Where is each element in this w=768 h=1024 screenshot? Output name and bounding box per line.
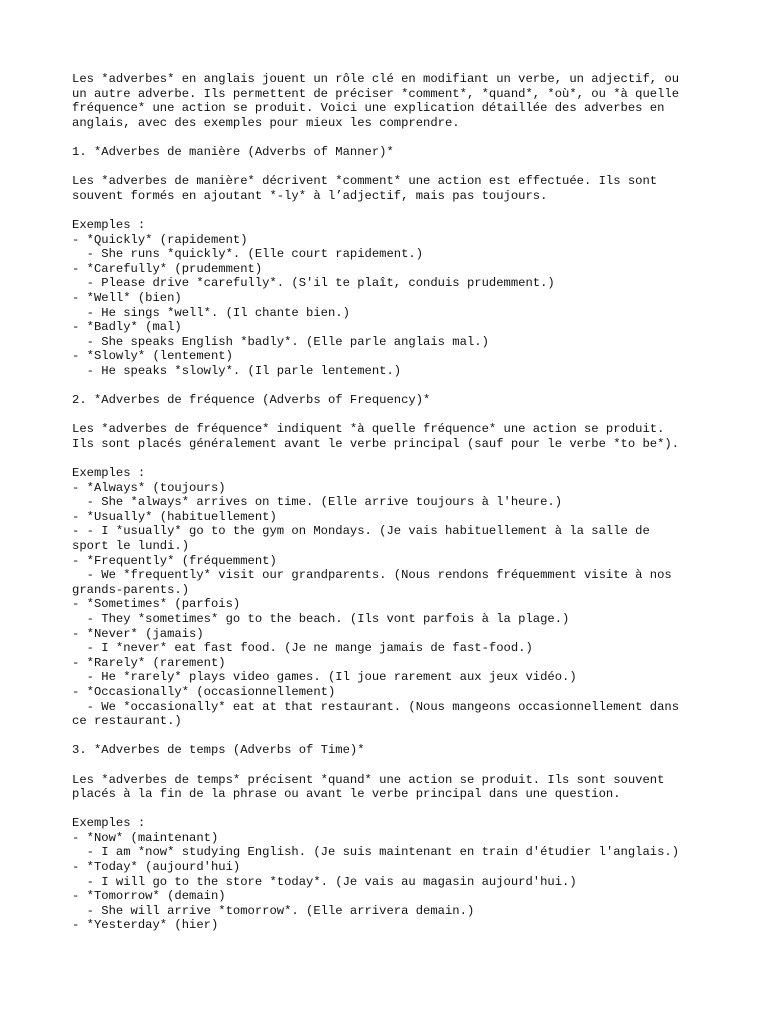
- list-item: - *Carefully* (prudemment): [72, 261, 263, 276]
- blank-line: [72, 378, 712, 393]
- list-item: - *Sometimes* (parfois): [72, 597, 241, 612]
- list-item: - *Yesterday* (hier): [72, 918, 219, 933]
- blank-line: [72, 451, 712, 466]
- list-item: - I will go to the store *today*. (Je vais au magasin aujourd'hui.): [72, 874, 577, 889]
- list-item: - *Always* (toujours): [72, 480, 226, 495]
- text-line: Les *adverbes de temps* précisent *quand* une action se produit. Ils sont souvent: [72, 772, 665, 787]
- list-item: - We *occasionally* eat at that restaurant. (Nous mangeons occasionnellement dans: [72, 699, 680, 714]
- text-line: Les *adverbes de fréquence* indiquent *à quelle fréquence* une action se produit.: [72, 422, 665, 437]
- section-heading: 2. *Adverbes de fréquence (Adverbs of Frequency)*: [72, 393, 431, 408]
- list-item: - *Occasionally* (occasionnellement): [72, 684, 336, 699]
- list-item: - She will arrive *tomorrow*. (Elle arrivera demain.): [72, 903, 475, 918]
- blank-line: [72, 203, 712, 218]
- text-line: fréquence* une action se produit. Voici une explication détaillée des adverbes en: [72, 101, 665, 116]
- list-item: - *Now* (maintenant): [72, 830, 219, 845]
- list-item: ce restaurant.): [72, 714, 182, 729]
- document-page: [72, 72, 712, 933]
- section-manner: [72, 145, 712, 379]
- list-item: - She runs *quickly*. (Elle court rapidement.): [72, 247, 424, 262]
- text-line: anglais, avec des exemples pour mieux les comprendre.: [72, 115, 460, 130]
- list-item: - They *sometimes* go to the beach. (Ils vont parfois à la plage.): [72, 611, 570, 626]
- blank-line: [72, 802, 712, 817]
- text-line: un autre adverbe. Ils permettent de préciser *comment*, *quand*, *où*, ou *à quelle: [72, 86, 680, 101]
- section-heading: 3. *Adverbes de temps (Adverbs of Time)*: [72, 743, 365, 758]
- list-item: - He sings *well*. (Il chante bien.): [72, 305, 350, 320]
- list-item: grands-parents.): [72, 582, 190, 597]
- list-item: - He *rarely* plays video games. (Il joue rarement aux jeux vidéo.): [72, 670, 577, 685]
- section-time: [72, 743, 712, 933]
- blank-line: [72, 729, 712, 744]
- list-item: - He speaks *slowly*. (Il parle lentement.): [72, 363, 402, 378]
- list-item: - *Quickly* (rapidement): [72, 232, 248, 247]
- list-item: - *Today* (aujourd'hui): [72, 860, 241, 875]
- section-heading: 1. *Adverbes de manière (Adverbs of Manner)*: [72, 144, 394, 159]
- blank-line: [72, 130, 712, 145]
- list-item: - *Slowly* (lentement): [72, 349, 233, 364]
- list-item: - *Badly* (mal): [72, 320, 182, 335]
- list-item: - We *frequently* visit our grandparents. (Nous rendons fréquemment visite à nos: [72, 568, 672, 583]
- examples-label: Exemples :: [72, 816, 146, 831]
- list-item: - *Frequently* (fréquemment): [72, 553, 277, 568]
- list-item: - I am *now* studying English. (Je suis maintenant en train d'étudier l'anglais.): [72, 845, 680, 860]
- list-item: - *Rarely* (rarement): [72, 655, 226, 670]
- text-line: souvent formés en ajoutant *-ly* à l’adjectif, mais pas toujours.: [72, 188, 548, 203]
- text-line: Ils sont placés généralement avant le verbe principal (sauf pour le verbe *to be*).: [72, 436, 680, 451]
- text-line: placés à la fin de la phrase ou avant le verbe principal dans une question.: [72, 787, 621, 802]
- blank-line: [72, 408, 712, 423]
- list-item: - Please drive *carefully*. (S'il te plaît, conduis prudemment.): [72, 276, 555, 291]
- intro-paragraph: [72, 72, 712, 130]
- text-line: Les *adverbes* en anglais jouent un rôle clé en modifiant un verbe, un adjectif, ou: [72, 72, 680, 86]
- list-item: - *Never* (jamais): [72, 626, 204, 641]
- examples-label: Exemples :: [72, 217, 146, 232]
- list-item: - *Usually* (habituellement): [72, 509, 277, 524]
- blank-line: [72, 758, 712, 773]
- text-line: Les *adverbes de manière* décrivent *comment* une action est effectuée. Ils sont: [72, 174, 658, 189]
- list-item: - I *never* eat fast food. (Je ne mange jamais de fast-food.): [72, 641, 533, 656]
- list-item: sport le lundi.): [72, 539, 190, 553]
- list-item: - She *always* arrives on time. (Elle arrive toujours à l'heure.): [72, 495, 563, 510]
- section-frequency: [72, 393, 712, 729]
- list-item: - *Well* (bien): [72, 290, 182, 305]
- examples-label: Exemples :: [72, 466, 146, 481]
- list-item: - - I *usually* go to the gym on Mondays. (Je vais habituellement à la salle de: [72, 524, 650, 539]
- list-item: - She speaks English *badly*. (Elle parle anglais mal.): [72, 334, 489, 349]
- blank-line: [72, 160, 712, 175]
- list-item: - *Tomorrow* (demain): [72, 889, 226, 904]
